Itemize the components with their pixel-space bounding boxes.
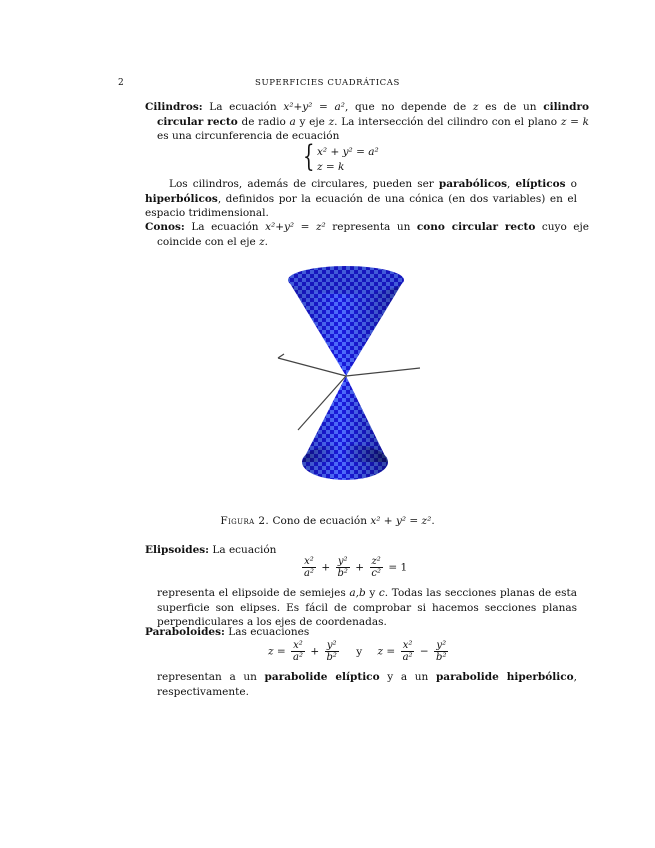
text: . La intersección del cilindro con el plano <box>334 115 558 128</box>
equation-lhs: z = <box>268 645 286 658</box>
text: cuyo eje coincide con el eje <box>157 221 589 248</box>
text: es de un <box>485 101 537 113</box>
text: representa un <box>332 221 411 233</box>
x-axis <box>278 358 346 376</box>
text: es una circunferencia de ecuación <box>157 130 340 142</box>
lower-cone <box>302 376 388 480</box>
text: y a un <box>387 671 429 683</box>
system-line-2: z = k <box>317 161 345 173</box>
cilindros-paragraph <box>145 100 589 144</box>
bold-term: cilindro circular recto <box>157 101 590 128</box>
text: , que no depende de <box>344 101 467 113</box>
caption-equation: x² + y² = z² <box>370 515 432 527</box>
operator: + <box>310 645 320 658</box>
brace-icon: { <box>303 139 315 174</box>
equation-rhs: = 1 <box>388 561 408 574</box>
paraboloides-heading-line <box>145 625 577 640</box>
text: , respectivamente. <box>157 671 577 698</box>
text: representa el elipsoide de semiejes <box>157 587 346 599</box>
bold-term: elípticos <box>515 178 566 190</box>
paraboloides-heading: Paraboloides: <box>145 626 225 638</box>
axis-arrow-icon <box>278 354 284 358</box>
bold-term: cono circular recto <box>416 221 536 233</box>
text: y <box>369 587 376 599</box>
text: o <box>570 178 577 190</box>
variable: z <box>472 101 479 113</box>
equation-lhs: z = <box>377 645 396 658</box>
bold-term: parabólicos <box>438 178 508 190</box>
bold-term: hiperbólicos <box>145 192 218 205</box>
fraction-numerator: x² <box>402 640 413 651</box>
bold-term: parabolide hiperbólico <box>435 671 574 683</box>
conos-heading: Conos: <box>145 221 185 233</box>
text: Los cilindros, además de circulares, pueden ser <box>169 178 434 190</box>
inline-equation: z = k <box>560 115 589 128</box>
fraction-denominator: a² <box>304 568 314 579</box>
text: La ecuación <box>212 544 277 556</box>
variable: z <box>328 115 335 128</box>
text: La ecuación <box>209 101 277 113</box>
text: Las ecuaciones <box>228 626 310 638</box>
variable: a,b <box>349 587 366 599</box>
fraction-denominator: c² <box>371 568 381 579</box>
fraction-denominator: b² <box>337 568 348 579</box>
inline-equation: x²+y² = z² <box>265 221 326 233</box>
fraction-numerator: x² <box>293 640 303 651</box>
figure-caption: Figura 2. Cono de ecuación x² + y² = z². <box>220 515 435 527</box>
text: , definidos por la ecuación de una cónica (en dos variables) en el espacio tridimensional. <box>145 192 577 219</box>
bold-term: parabolide elíptico <box>264 671 380 683</box>
operator: − <box>419 645 429 658</box>
fraction-denominator: a² <box>293 652 303 663</box>
fraction-numerator: y² <box>326 640 337 651</box>
fraction-numerator: y² <box>436 640 447 651</box>
elipsoides-paragraph <box>157 586 577 630</box>
fraction-numerator: z² <box>371 556 381 567</box>
connector-word: y <box>356 645 363 658</box>
fraction-denominator: b² <box>326 652 337 663</box>
y-axis <box>346 368 420 376</box>
variable: a <box>289 115 296 128</box>
cilindros-paragraph-2: Los cilindros, además de circulares, pueden ser parabólicos, elípticos o hiperbólicos, definidos por la ecuación de una cónica (en dos variables) en el espacio tridimensional. <box>145 178 577 219</box>
inline-equation: x²+y² = a² <box>283 101 345 113</box>
conos-paragraph: Conos: La ecuación x²+y² = z² representa un cono circular recto cuyo eje coincide con el eje z. <box>145 221 589 248</box>
system-line-1: x² + y² = a² <box>317 146 379 158</box>
fraction-numerator: y² <box>337 556 348 567</box>
paraboloid-equations <box>268 640 450 663</box>
caption-label: Figura 2. <box>220 515 270 527</box>
fraction-denominator: b² <box>436 652 447 663</box>
text: y eje <box>299 115 325 128</box>
text: representan a un <box>157 671 257 683</box>
text: . Todas las secciones planas de esta superficie son elipses. Es fácil de comprobar si hacemos secciones planas perpendiculares a los ejes de coordenadas. <box>157 587 577 628</box>
fraction-numerator: x² <box>304 556 314 567</box>
variable: c <box>378 587 385 599</box>
upper-cone <box>288 266 404 376</box>
paraboloides-paragraph <box>157 670 577 699</box>
text: La ecuación <box>191 221 259 233</box>
caption-text: Cono de ecuación <box>272 515 367 527</box>
text: de radio <box>241 115 286 128</box>
fraction-denominator: a² <box>402 652 413 663</box>
variable: z <box>259 235 265 248</box>
ellipsoid-equation: $\frac{\text{x²}}{\text{a²}}$ + $\frac{\text{y²}}{\text{b²}}$ + $\frac{\text{z²}}{\text{c²}}$ = 1 <box>304 556 408 579</box>
running-title: SUPERFICIES CUADRÁTICAS <box>255 78 400 88</box>
page-number: 2 <box>118 78 124 88</box>
cone-figure <box>270 262 430 492</box>
elipsoides-heading: Elipsoides: <box>145 544 210 556</box>
cilindros-heading: Cilindros: <box>145 101 203 113</box>
